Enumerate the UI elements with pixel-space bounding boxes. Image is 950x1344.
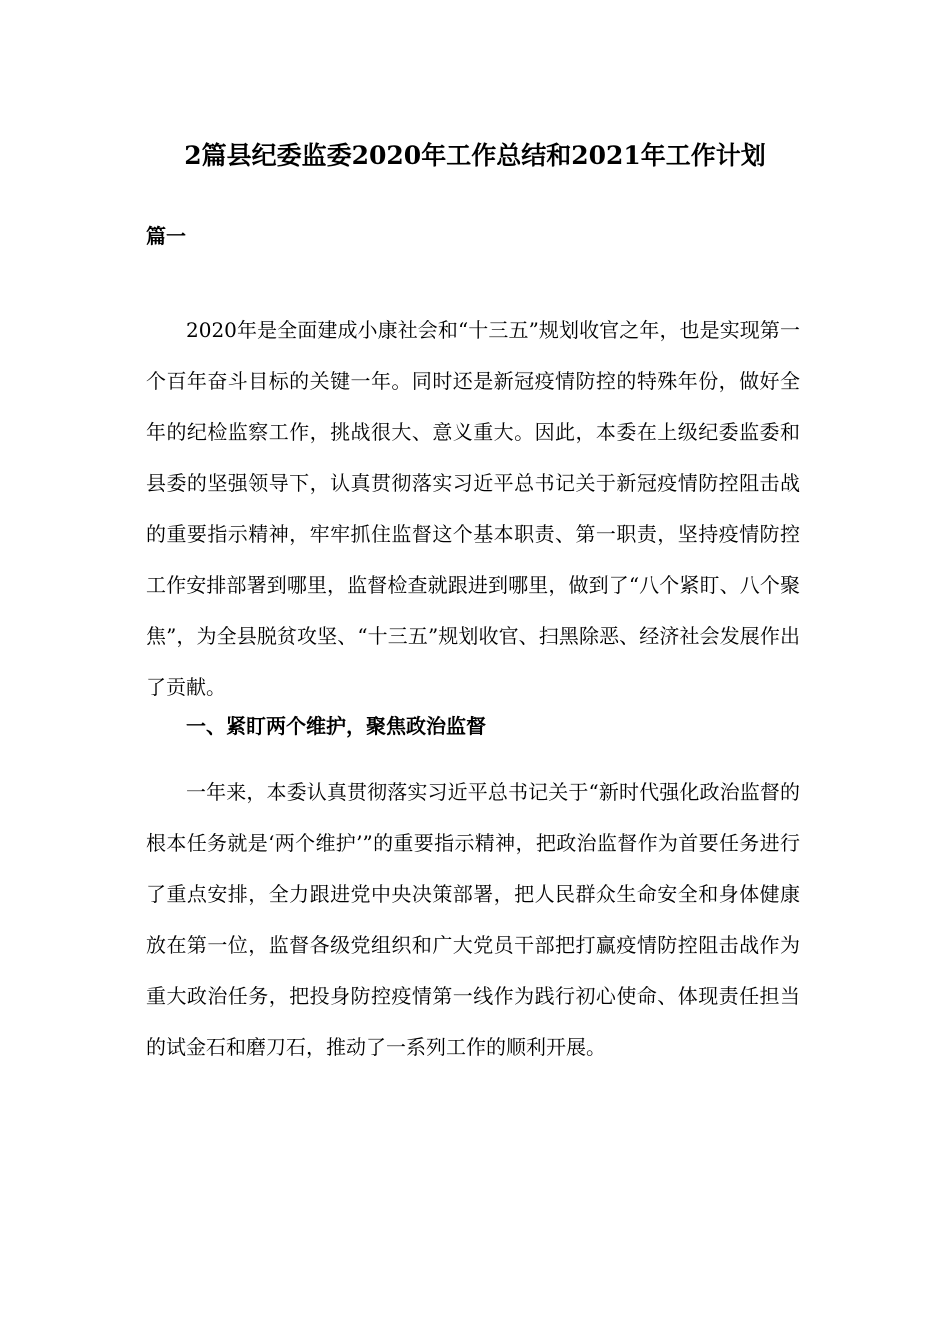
document-title: 2篇县纪委监委2020年工作总结和2021年工作计划 bbox=[184, 141, 766, 170]
body-paragraph: 一年来，本委认真贯彻落实习近平总书记关于“新时代强化政治监督的根本任务就是‘两个维护’”的重要指示精神，把政治监督作为首要任务进行了重点安排，全力跟进党中央决策部署，把人民群众生命安全和身体健康放在第一位，监督各级党组织和广大党员干部把打赢疫情防控阻击战作为重大政治任务，把投身防控疫情第一线作为践行初心使命、体现责任担当的试金石和磨刀石，推动了一系列工作的顺利开展。 bbox=[146, 780, 800, 1059]
section-label: 篇一 bbox=[146, 224, 186, 248]
body-paragraph: 2020年是全面建成小康社会和“十三五”规划收官之年，也是实现第一个百年奋斗目标的关键一年。同时还是新冠疫情防控的特殊年份，做好全年的纪检监察工作，挑战很大、意义重大。因此，本委在上级纪委监委和县委的坚强领导下，认真贯彻落实习近平总书记关于新冠疫情防控阻击战的重要指示精神，牢牢抓住监督这个基本职责、第一职责，坚持疫情防控工作安排部署到哪里，监督检查就跟进到哪里，做到了“八个紧盯、八个聚焦”，为全县脱贫攻坚、“十三五”规划收官、扫黑除恶、经济社会发展作出了贡献。 bbox=[146, 318, 800, 699]
section-heading: 一、紧盯两个维护，聚焦政治监督 bbox=[186, 714, 486, 738]
